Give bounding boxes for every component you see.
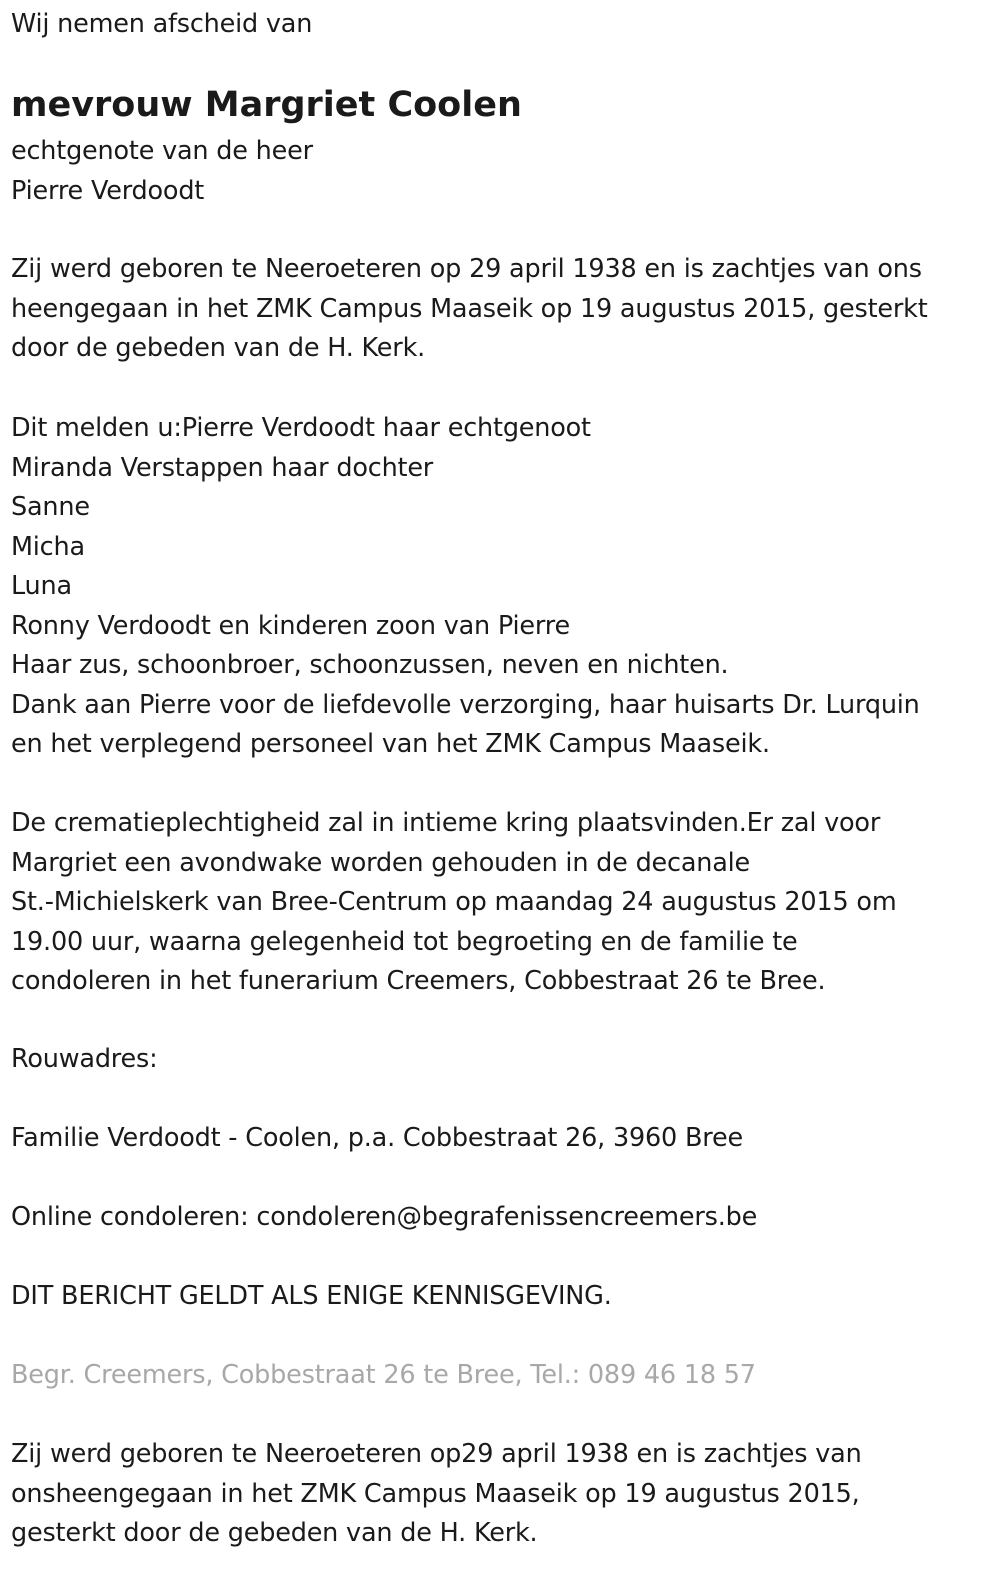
family-line: Luna [11,571,72,601]
family-block [11,409,920,765]
repeat-paragraph [11,1435,862,1554]
paragraph-line: condoleren in het funerarium Creemers, Cobbestraat 26 te Bree. [11,966,826,996]
spouse-line: echtgenote van de heer [11,136,313,166]
paragraph-line: St.-Michielskerk van Bree-Centrum op maandag 24 augustus 2015 om [11,887,897,917]
paragraph-line: Zij werd geboren te Neeroeteren op29 april 1938 en is zachtjes van [11,1439,862,1469]
family-line: Miranda Verstappen haar dochter [11,452,434,483]
family-line: en het verplegend personeel van het ZMK Campus Maaseik. [11,729,770,759]
ceremony-paragraph [11,804,896,1002]
family-line: Micha [11,531,85,562]
spouse-block [11,132,313,211]
family-line: Dit melden u:Pierre Verdoodt haar echtgenoot [11,413,591,443]
family-line: Sanne [11,492,90,522]
paragraph-line: Margriet een avondwake worden gehouden in de decanale [11,847,751,878]
spouse-line: Pierre Verdoodt [11,175,205,206]
rouwadres-label: Rouwadres: [11,1044,158,1074]
paragraph-line: gesterkt door de gebeden van de H. Kerk. [11,1518,538,1548]
paragraph-line: De crematieplechtigheid zal in intieme kring plaatsvinden.Er zal voor [11,808,881,838]
intro-text: Wij nemen afscheid van [11,9,313,39]
paragraph-line: door de gebeden van de H. Kerk. [11,333,426,363]
undertaker-info: Begr. Creemers, Cobbestraat 26 te Bree, Tel.: 089 46 18 57 [11,1360,756,1390]
paragraph-line: onsheengegaan in het ZMK Campus Maaseik op 19 augustus 2015, [11,1478,860,1509]
deceased-name: mevrouw Margriet Coolen [11,85,522,125]
notice-text: DIT BERICHT GELDT ALS ENIGE KENNISGEVING. [11,1281,612,1311]
birth-paragraph [11,250,928,369]
paragraph-line: 19.00 uur, waarna gelegenheid tot begroeting en de familie te [11,926,798,957]
mourning-address: Familie Verdoodt - Coolen, p.a. Cobbestraat 26, 3960 Bree [11,1123,743,1153]
family-line: Dank aan Pierre voor de liefdevolle verzorging, haar huisarts Dr. Lurquin [11,689,920,720]
paragraph-line: heengegaan in het ZMK Campus Maaseik op 19 augustus 2015, gesterkt [11,293,928,324]
family-line: Haar zus, schoonbroer, schoonzussen, neven en nichten. [11,650,729,680]
paragraph-line: Zij werd geboren te Neeroeteren op 29 april 1938 en is zachtjes van ons [11,254,922,284]
online-condolence: Online condoleren: condoleren@begrafenissencreemers.be [11,1202,758,1232]
family-line: Ronny Verdoodt en kinderen zoon van Pierre [11,610,570,641]
